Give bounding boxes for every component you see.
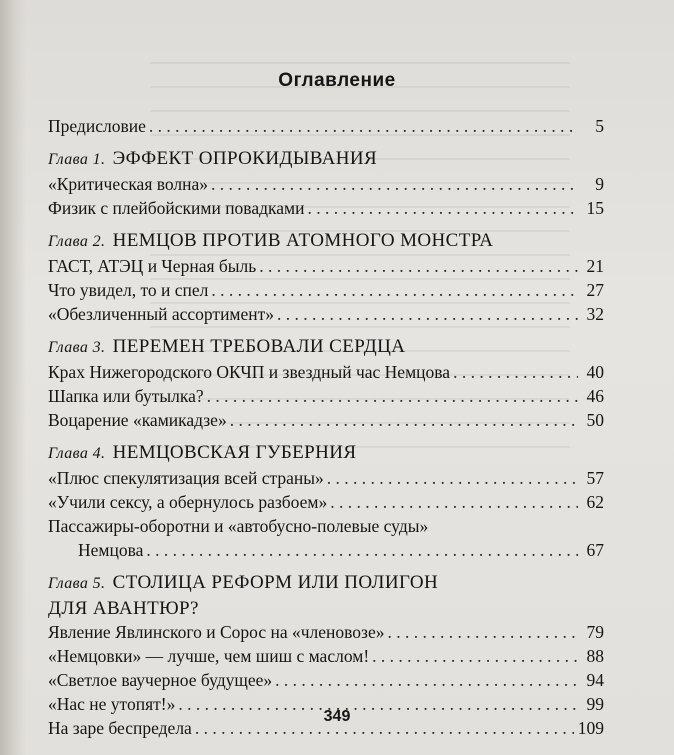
toc-entry-page: 99 — [586, 694, 604, 714]
toc-entry-text: «Нас не утопят!» — [48, 694, 176, 714]
chapter-heading-5 — [48, 572, 604, 598]
toc-entry-text: Шапка или бутылка? — [48, 386, 204, 406]
chapter-title: СТОЛИЦА РЕФОРМ ИЛИ ПОЛИГОН — [112, 572, 439, 593]
toc-entry-text: ГАСТ, АТЭЦ и Черная быль — [48, 256, 257, 276]
toc-entry-text: Что увидел, то и спел — [48, 280, 209, 300]
chapter-title: НЕМЦОВ ПРОТИВ АТОМНОГО МОНСТРА — [112, 230, 494, 251]
leader-dots — [207, 386, 578, 407]
chapter-label: Глава 4. — [48, 445, 106, 462]
toc-entry-preface — [48, 116, 604, 140]
leader-dots — [230, 410, 578, 431]
toc-entry-page: 40 — [586, 362, 604, 382]
toc-entry-text: Предисловие — [48, 116, 146, 136]
toc-entry-text: «Светлое ваучерное будущее» — [48, 670, 273, 690]
toc-entry-text: Физик с плейбойскими повадками — [48, 198, 305, 218]
binding-shadow — [0, 0, 26, 755]
leader-dots — [259, 256, 578, 277]
leader-dots — [330, 492, 578, 513]
toc-entry — [48, 362, 604, 386]
chapter-label: Глава 2. — [48, 233, 106, 250]
toc-entry-text: Явление Явлинского и Сорос на «членовозе» — [48, 622, 385, 642]
leader-dots — [277, 304, 578, 325]
toc-entry-page: 79 — [586, 622, 604, 642]
chapter-title-continuation: ДЛЯ АВАНТЮР? — [48, 598, 199, 619]
chapter-heading-1 — [48, 148, 604, 174]
table-of-contents — [48, 112, 604, 742]
toc-entry — [48, 468, 604, 492]
toc-entry — [48, 670, 604, 694]
toc-entry — [48, 410, 604, 434]
toc-entry — [48, 198, 604, 222]
toc-entry-page: 5 — [595, 116, 604, 136]
chapter-heading-3 — [48, 336, 604, 362]
toc-entry-page: 94 — [586, 670, 604, 690]
toc-entry — [48, 256, 604, 280]
toc-entry-text: «Обезличенный ассортимент» — [48, 304, 275, 324]
toc-entry-first-line — [48, 516, 604, 540]
toc-entry-page: 62 — [586, 492, 604, 512]
toc-entry-page: 9 — [595, 174, 604, 194]
toc-entry-page: 46 — [586, 386, 604, 406]
chapter-title: ЭФФЕКТ ОПРОКИДЫВАНИЯ — [112, 148, 378, 169]
toc-entry-page: 50 — [586, 410, 604, 430]
toc-entry-page: 32 — [586, 304, 604, 324]
toc-entry-page: 27 — [586, 280, 604, 300]
toc-entry-continuation — [48, 540, 604, 564]
chapter-label: Глава 1. — [48, 151, 106, 168]
leader-dots — [149, 116, 578, 137]
leader-dots — [275, 670, 578, 691]
toc-entry-text: «Плюс спекулятизация всей страны» — [48, 468, 324, 488]
chapter-label: Глава 5. — [48, 575, 106, 592]
toc-entry-page: 109 — [577, 718, 604, 738]
chapter-label: Глава 3. — [48, 339, 106, 356]
toc-entry-page: 57 — [586, 468, 604, 488]
toc-entry-page: 67 — [586, 540, 604, 560]
leader-dots — [146, 540, 578, 561]
toc-entry — [48, 304, 604, 328]
leader-dots — [327, 468, 578, 489]
toc-entry — [48, 646, 604, 670]
toc-entry-text: «Немцовки» — лучше, чем шиш с маслом! — [48, 646, 370, 666]
leader-dots — [387, 622, 578, 643]
toc-entry — [48, 280, 604, 304]
toc-entry-text: Пассажиры-оборотни и «автобусно-полевые суды» — [48, 516, 429, 536]
toc-entry-page: 15 — [586, 198, 604, 218]
toc-entry-text: Крах Нижегородского ОКЧП и звездный час Немцова — [48, 362, 451, 382]
toc-entry-page: 88 — [586, 646, 604, 666]
chapter-heading-4 — [48, 442, 604, 468]
toc-entry — [48, 386, 604, 410]
page-title: Оглавление — [278, 70, 396, 91]
toc-entry-text: «Критическая волна» — [48, 174, 209, 194]
chapter-title: ПЕРЕМЕН ТРЕБОВАЛИ СЕРДЦА — [112, 336, 406, 357]
toc-entry — [48, 622, 604, 646]
leader-dots — [211, 280, 578, 301]
leader-dots — [211, 174, 578, 195]
toc-entry-text: Воцарение «камикадзе» — [48, 410, 227, 430]
toc-entry — [48, 492, 604, 516]
leader-dots — [453, 362, 578, 383]
leader-dots — [372, 646, 578, 667]
toc-entry-text: На заре беспредела — [48, 718, 192, 738]
toc-entry-page: 21 — [586, 256, 604, 276]
toc-entry-text-cont: Немцова — [78, 540, 144, 560]
leader-dots — [307, 198, 578, 219]
chapter-title: НЕМЦОВСКАЯ ГУБЕРНИЯ — [112, 442, 357, 463]
chapter-heading-2 — [48, 230, 604, 256]
toc-entry — [48, 174, 604, 198]
page-number: 349 — [323, 708, 351, 725]
toc-entry-text: «Учили сексу, а обернулось разбоем» — [48, 492, 328, 512]
